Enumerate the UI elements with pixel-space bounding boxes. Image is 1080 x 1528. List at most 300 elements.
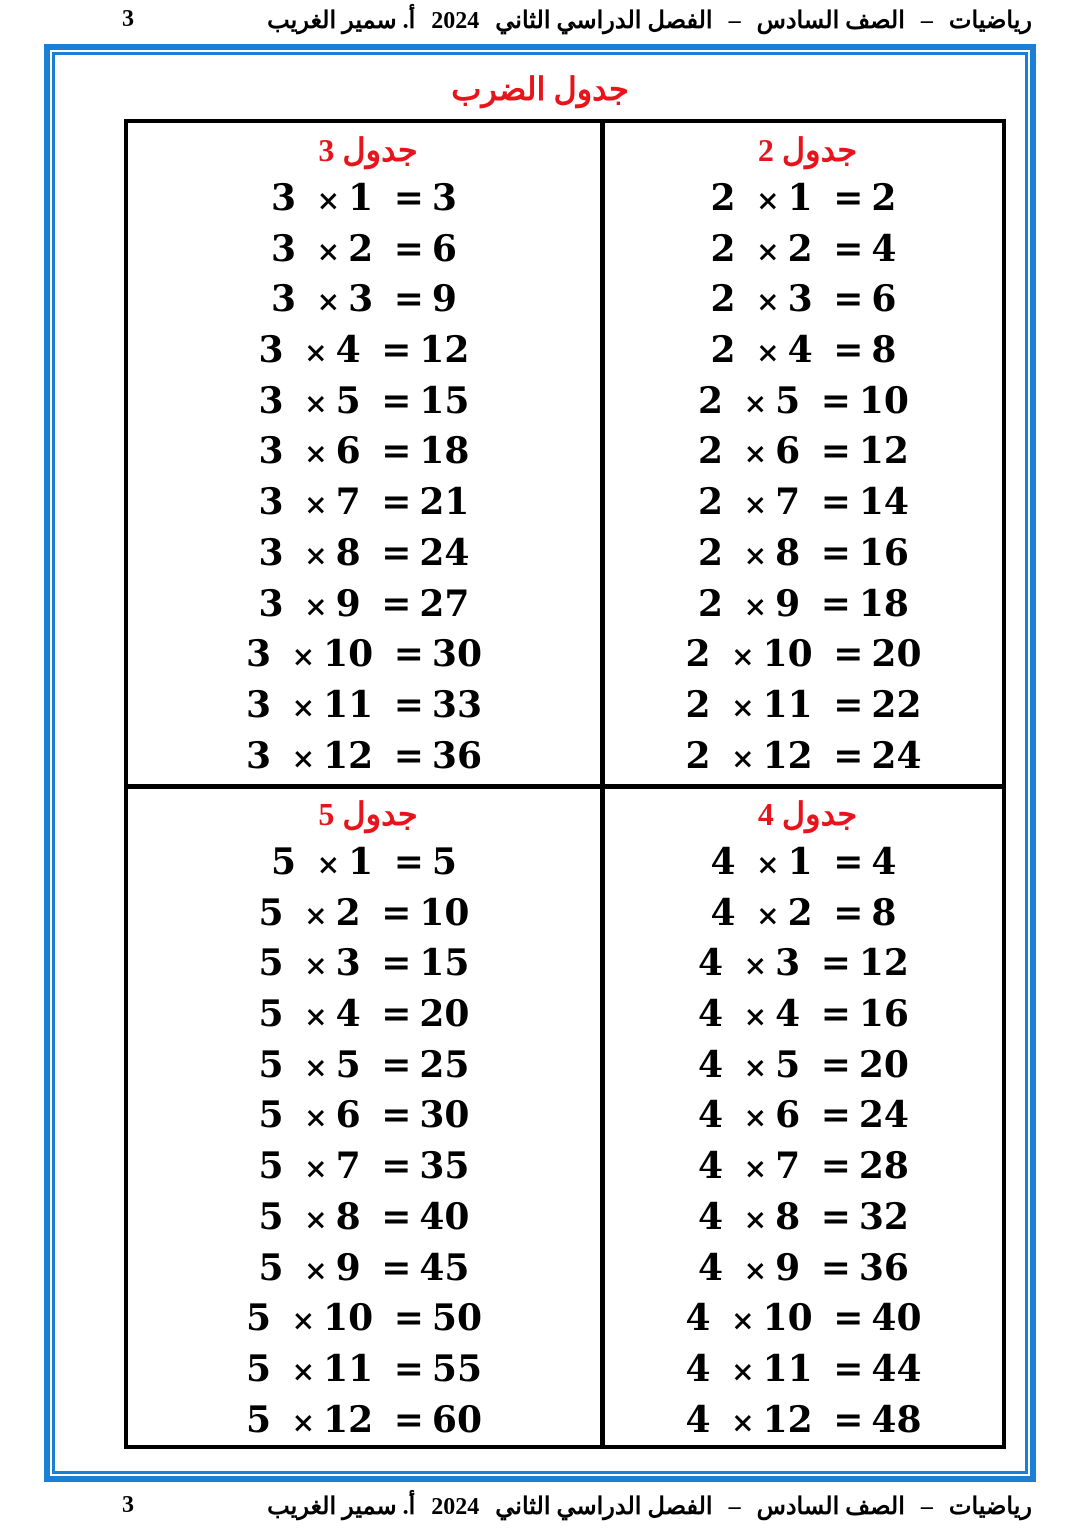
equation-multiplier: 12 <box>762 1398 813 1441</box>
equation-product: 25 <box>419 1043 470 1086</box>
equation-operand: 3 <box>271 278 297 321</box>
equation-product: 18 <box>419 430 470 473</box>
equation-multiply-sign: × <box>743 1101 768 1135</box>
equation-multiply-sign: × <box>743 386 768 420</box>
equation-operand: 4 <box>698 993 724 1036</box>
equation-product: 18 <box>858 582 909 625</box>
equation-multiply-sign: × <box>743 1050 768 1084</box>
header-page-number: 3 <box>122 6 134 32</box>
page-title: جدول الضرب <box>451 71 629 107</box>
equation-row <box>128 989 600 1040</box>
equation-row <box>605 426 1002 477</box>
equation-product: 22 <box>871 683 922 726</box>
equation-operand: 4 <box>698 942 724 985</box>
table-cell <box>128 791 600 1445</box>
equation-operand: 2 <box>710 177 736 219</box>
equation-multiply-sign: × <box>743 1202 768 1236</box>
equation-product: 2 <box>871 177 897 219</box>
equation-multiplier: 4 <box>787 329 813 372</box>
equation-multiply-sign: × <box>304 336 328 370</box>
equation-operand: 2 <box>710 278 736 321</box>
equation-product: 16 <box>858 531 909 574</box>
equation-equals-sign: = <box>381 481 412 524</box>
equation-row <box>128 325 600 376</box>
equation-multiplier: 6 <box>775 1094 801 1137</box>
equation-equals-sign: = <box>833 841 864 883</box>
equation-row <box>605 1293 1002 1344</box>
equation-row <box>128 426 600 477</box>
equation-operand: 5 <box>258 993 284 1036</box>
equation-product: 30 <box>431 633 482 676</box>
equation-product: 55 <box>431 1347 482 1390</box>
equation-multiplier: 10 <box>762 633 813 676</box>
equation-operand: 5 <box>258 1094 284 1137</box>
equation-equals-sign: = <box>381 1246 412 1289</box>
equation-equals-sign: = <box>833 329 864 372</box>
equation-multiply-sign: × <box>304 386 328 420</box>
equation-multiplier: 7 <box>775 481 801 524</box>
equation-row <box>605 629 1002 680</box>
header-text <box>257 6 1032 35</box>
equation-row <box>605 224 1002 275</box>
equation-product: 3 <box>431 177 457 219</box>
equation-equals-sign: = <box>833 633 864 676</box>
table-cell <box>605 791 1002 1445</box>
equation-product: 45 <box>419 1246 470 1289</box>
equation-product: 48 <box>871 1398 922 1441</box>
equation-multiply-sign: × <box>304 589 328 623</box>
table-title-number: 3 <box>318 132 335 168</box>
equation-row <box>605 1090 1002 1141</box>
equation-multiplier: 9 <box>335 1246 361 1289</box>
table-title-number: 2 <box>757 132 774 168</box>
equation-row <box>128 579 600 630</box>
header-teacher: أ. سمير الغريب <box>267 8 416 34</box>
equation-equals-sign: = <box>393 1297 424 1340</box>
equation-equals-sign: = <box>381 531 412 574</box>
equation-multiplier: 3 <box>787 278 813 321</box>
equation-equals-sign: = <box>833 683 864 726</box>
equation-equals-sign: = <box>381 329 412 372</box>
equation-multiplier: 9 <box>335 582 361 625</box>
equation-operand: 2 <box>698 582 724 625</box>
equation-operand: 4 <box>710 841 736 883</box>
equation-operand: 3 <box>258 582 284 625</box>
equation-product: 44 <box>871 1347 922 1390</box>
table-cell <box>128 127 600 781</box>
equation-operand: 3 <box>271 177 297 219</box>
equation-multiplier: 5 <box>775 1043 801 1086</box>
equation-multiplier: 8 <box>775 531 801 574</box>
equation-multiplier: 11 <box>762 683 813 726</box>
equation-row <box>605 837 1002 888</box>
equation-multiply-sign: × <box>743 1253 768 1287</box>
equation-equals-sign: = <box>381 1195 412 1238</box>
table-title <box>605 791 1002 837</box>
equation-equals-sign: = <box>833 278 864 321</box>
table-title-number: 4 <box>757 796 774 832</box>
equation-multiply-sign: × <box>291 640 316 674</box>
header-term: الفصل الدراسي الثاني <box>495 8 713 34</box>
equation-row <box>128 680 600 731</box>
equation-product: 15 <box>419 942 470 985</box>
equation-equals-sign: = <box>833 734 864 777</box>
equation-product: 24 <box>871 734 922 777</box>
equation-multiplier: 2 <box>348 227 374 270</box>
equation-equals-sign: = <box>820 1195 851 1238</box>
equation-row <box>128 938 600 989</box>
equation-multiplier: 8 <box>335 1195 361 1238</box>
equation-multiply-sign: × <box>304 437 328 471</box>
equation-equals-sign: = <box>820 1043 851 1086</box>
equation-row <box>128 274 600 325</box>
equation-multiply-sign: × <box>316 285 341 319</box>
equation-product: 36 <box>858 1246 909 1289</box>
equation-multiply-sign: × <box>731 640 755 674</box>
table-cell <box>605 127 1002 781</box>
equation-equals-sign: = <box>381 993 412 1036</box>
footer-dash: – <box>728 1494 741 1520</box>
equation-product: 4 <box>871 227 897 270</box>
equation-product: 35 <box>419 1145 470 1188</box>
equation-multiplier: 10 <box>323 1297 374 1340</box>
equation-product: 40 <box>419 1195 470 1238</box>
equation-equals-sign: = <box>381 1043 412 1086</box>
grid-divider-horizontal <box>124 784 1006 789</box>
equation-multiplier: 1 <box>787 841 813 883</box>
equation-row <box>605 1040 1002 1091</box>
header-dash: – <box>728 8 741 34</box>
table-title-number: 5 <box>318 796 335 832</box>
footer-dash: – <box>920 1494 933 1520</box>
equation-equals-sign: = <box>393 278 424 321</box>
equation-row <box>128 837 600 888</box>
equation-multiply-sign: × <box>743 589 768 623</box>
equation-multiplier: 12 <box>323 734 374 777</box>
equation-multiply-sign: × <box>304 1000 328 1034</box>
equation-equals-sign: = <box>393 227 424 270</box>
equation-row <box>128 173 600 224</box>
equation-operand: 3 <box>245 734 272 777</box>
equation-multiplier: 5 <box>335 379 361 422</box>
equation-row <box>605 1141 1002 1192</box>
equation-operand: 3 <box>245 633 272 676</box>
equation-equals-sign: = <box>833 891 864 934</box>
equation-row <box>605 989 1002 1040</box>
table-title <box>605 127 1002 173</box>
equation-multiply-sign: × <box>316 848 341 881</box>
equation-row <box>605 579 1002 630</box>
equation-multiply-sign: × <box>731 1405 755 1439</box>
equation-multiply-sign: × <box>304 488 328 522</box>
equation-operand: 4 <box>698 1145 724 1188</box>
equation-operand: 2 <box>698 430 724 473</box>
equation-multiplier: 9 <box>775 1246 801 1289</box>
equation-operand: 4 <box>685 1347 711 1390</box>
equation-product: 24 <box>419 531 470 574</box>
equation-product: 5 <box>431 841 457 883</box>
equation-equals-sign: = <box>820 430 851 473</box>
equation-equals-sign: = <box>381 942 412 985</box>
equation-equals-sign: = <box>820 1246 851 1289</box>
equation-row <box>128 1243 600 1294</box>
equation-product: 36 <box>431 734 482 777</box>
equation-multiply-sign: × <box>743 949 768 983</box>
equation-equals-sign: = <box>381 891 412 934</box>
equation-operand: 4 <box>698 1195 724 1238</box>
equation-operand: 4 <box>685 1398 711 1441</box>
equation-operand: 3 <box>258 481 284 524</box>
equation-product: 12 <box>858 430 909 473</box>
equation-operand: 2 <box>710 329 736 372</box>
equation-row <box>128 1090 600 1141</box>
equation-multiply-sign: × <box>304 1101 328 1135</box>
table-title-label: جدول <box>781 132 858 168</box>
equation-product: 40 <box>871 1297 922 1340</box>
equation-row <box>605 888 1002 939</box>
equation-multiply-sign: × <box>756 285 780 319</box>
footer-year: 2024 <box>431 1494 480 1520</box>
equation-multiply-sign: × <box>291 1354 316 1388</box>
equation-operand: 5 <box>258 1195 284 1238</box>
equation-product: 60 <box>431 1398 482 1441</box>
equation-operand: 2 <box>685 683 711 726</box>
equation-row <box>128 1141 600 1192</box>
equation-product: 12 <box>858 942 909 985</box>
equation-multiplier: 6 <box>335 430 361 473</box>
equation-operand: 3 <box>258 531 284 574</box>
equation-multiply-sign: × <box>304 1253 328 1287</box>
equation-equals-sign: = <box>820 481 851 524</box>
equation-row <box>128 477 600 528</box>
equation-product: 33 <box>431 683 482 726</box>
equation-multiplier: 7 <box>335 1145 361 1188</box>
equation-operand: 5 <box>258 1145 284 1188</box>
equation-equals-sign: = <box>820 582 851 625</box>
equation-operand: 3 <box>258 430 284 473</box>
equation-row <box>128 1344 600 1395</box>
footer-text <box>257 1492 1032 1521</box>
equation-multiply-sign: × <box>756 184 780 217</box>
equation-multiplier: 11 <box>323 1347 374 1390</box>
equation-multiply-sign: × <box>731 690 755 724</box>
table-title-label: جدول <box>342 796 418 832</box>
equation-multiply-sign: × <box>291 1304 316 1338</box>
equation-operand: 5 <box>258 1246 284 1289</box>
equation-equals-sign: = <box>820 993 851 1036</box>
equation-product: 21 <box>419 481 470 524</box>
equation-operand: 5 <box>245 1398 272 1441</box>
equation-multiply-sign: × <box>291 741 316 775</box>
equation-row <box>605 1243 1002 1294</box>
footer-term: الفصل الدراسي الثاني <box>495 1494 713 1520</box>
equation-operand: 3 <box>258 329 284 372</box>
equation-equals-sign: = <box>820 942 851 985</box>
equation-row <box>605 680 1002 731</box>
equation-row <box>605 274 1002 325</box>
equation-equals-sign: = <box>820 379 851 422</box>
equation-product: 15 <box>419 379 470 422</box>
equation-operand: 4 <box>710 891 736 934</box>
equation-multiply-sign: × <box>304 1202 328 1236</box>
equation-operand: 4 <box>698 1043 724 1086</box>
equation-multiplier: 4 <box>335 993 361 1036</box>
equation-product: 20 <box>858 1043 909 1086</box>
equation-multiply-sign: × <box>316 184 341 217</box>
equation-multiply-sign: × <box>304 898 328 932</box>
equation-multiply-sign: × <box>756 898 780 932</box>
equation-operand: 3 <box>258 379 284 422</box>
equation-operand: 5 <box>258 1043 284 1086</box>
equation-equals-sign: = <box>393 683 424 726</box>
equation-multiplier: 10 <box>762 1297 813 1340</box>
equation-equals-sign: = <box>820 1094 851 1137</box>
table-title <box>128 791 600 837</box>
equation-operand: 5 <box>258 942 284 985</box>
equation-equals-sign: = <box>833 1398 864 1441</box>
equation-multiplier: 10 <box>323 633 374 676</box>
equation-multiplier: 4 <box>335 329 361 372</box>
equation-equals-sign: = <box>820 531 851 574</box>
equation-product: 12 <box>419 329 470 372</box>
equation-multiply-sign: × <box>731 1354 755 1388</box>
equation-multiply-sign: × <box>731 741 755 775</box>
equation-row <box>605 528 1002 579</box>
equation-operand: 2 <box>698 379 724 422</box>
equation-multiplier: 1 <box>787 177 813 219</box>
equation-product: 6 <box>871 278 897 321</box>
equation-multiplier: 11 <box>762 1347 813 1390</box>
equation-multiply-sign: × <box>756 234 780 268</box>
equation-row <box>128 528 600 579</box>
equation-multiply-sign: × <box>731 1304 755 1338</box>
footer-page-number: 3 <box>122 1492 134 1518</box>
equation-multiplier: 6 <box>335 1094 361 1137</box>
equation-equals-sign: = <box>833 227 864 270</box>
equation-product: 14 <box>858 481 909 524</box>
equation-product: 16 <box>858 993 909 1036</box>
page-header <box>0 2 1080 42</box>
equation-product: 20 <box>419 993 470 1036</box>
equation-operand: 4 <box>685 1297 711 1340</box>
equation-row <box>605 477 1002 528</box>
equation-multiplier: 9 <box>775 582 801 625</box>
header-grade: الصف السادس <box>756 8 905 34</box>
equation-product: 10 <box>419 891 470 934</box>
equation-equals-sign: = <box>833 177 864 219</box>
equation-multiply-sign: × <box>304 1152 328 1186</box>
equation-multiplier: 3 <box>348 278 374 321</box>
equation-operand: 3 <box>271 227 297 270</box>
equation-product: 24 <box>858 1094 909 1137</box>
equation-row <box>128 1192 600 1243</box>
equation-product: 8 <box>871 329 897 372</box>
table-title-label: جدول <box>342 132 418 168</box>
equation-equals-sign: = <box>393 734 424 777</box>
equation-multiplier: 12 <box>762 734 813 777</box>
equation-row <box>128 376 600 427</box>
equation-equals-sign: = <box>820 1145 851 1188</box>
equation-equals-sign: = <box>393 177 424 219</box>
equation-multiply-sign: × <box>743 437 768 471</box>
equation-operand: 5 <box>245 1297 272 1340</box>
equation-multiplier: 8 <box>775 1195 801 1238</box>
equation-row <box>128 731 600 782</box>
equation-multiply-sign: × <box>304 949 328 983</box>
header-dash: – <box>920 8 933 34</box>
equation-product: 9 <box>431 278 457 321</box>
equation-equals-sign: = <box>393 1398 424 1441</box>
equation-operand: 5 <box>245 1347 272 1390</box>
equation-multiply-sign: × <box>316 234 341 268</box>
equation-row <box>605 731 1002 782</box>
equation-operand: 2 <box>698 531 724 574</box>
equation-equals-sign: = <box>381 1145 412 1188</box>
equation-operand: 5 <box>271 841 297 883</box>
equation-row <box>605 376 1002 427</box>
equation-multiply-sign: × <box>291 690 316 724</box>
equation-multiplier: 12 <box>323 1398 374 1441</box>
equation-product: 6 <box>431 227 457 270</box>
equation-product: 32 <box>858 1195 909 1238</box>
equation-product: 50 <box>431 1297 482 1340</box>
header-subject: رياضيات <box>948 8 1032 34</box>
equation-multiplier: 7 <box>335 481 361 524</box>
equation-product: 28 <box>858 1145 909 1188</box>
equation-product: 20 <box>871 633 922 676</box>
equation-operand: 5 <box>258 891 284 934</box>
equation-row <box>128 1293 600 1344</box>
equation-multiply-sign: × <box>743 1000 768 1034</box>
equation-multiplier: 11 <box>323 683 374 726</box>
footer-subject: رياضيات <box>948 1494 1032 1520</box>
equation-row <box>605 173 1002 224</box>
equation-product: 10 <box>858 379 909 422</box>
equation-product: 4 <box>871 841 897 883</box>
equation-row <box>128 1040 600 1091</box>
table-title-label: جدول <box>781 796 858 832</box>
equation-multiplier: 1 <box>348 841 374 883</box>
equation-operand: 4 <box>698 1094 724 1137</box>
table-title <box>128 127 600 173</box>
equation-multiplier: 6 <box>775 430 801 473</box>
equation-equals-sign: = <box>393 841 424 883</box>
equation-row <box>605 325 1002 376</box>
equation-operand: 2 <box>685 734 711 777</box>
equation-multiplier: 3 <box>775 942 801 985</box>
equation-equals-sign: = <box>381 430 412 473</box>
equation-multiplier: 5 <box>335 1043 361 1086</box>
equation-multiplier: 8 <box>335 531 361 574</box>
equation-multiplier: 7 <box>775 1145 801 1188</box>
equation-equals-sign: = <box>381 582 412 625</box>
equation-row <box>605 1344 1002 1395</box>
equation-operand: 4 <box>698 1246 724 1289</box>
equation-product: 27 <box>419 582 470 625</box>
equation-multiply-sign: × <box>743 488 768 522</box>
equation-multiply-sign: × <box>304 538 328 572</box>
equation-multiplier: 3 <box>335 942 361 985</box>
equation-multiplier: 4 <box>775 993 801 1036</box>
equation-multiplier: 2 <box>787 891 813 934</box>
equation-equals-sign: = <box>393 1347 424 1390</box>
header-year: 2024 <box>431 8 480 34</box>
equation-multiply-sign: × <box>756 336 780 370</box>
equation-multiply-sign: × <box>743 538 768 572</box>
equation-equals-sign: = <box>833 1347 864 1390</box>
equation-equals-sign: = <box>381 1094 412 1137</box>
footer-teacher: أ. سمير الغريب <box>267 1494 416 1520</box>
